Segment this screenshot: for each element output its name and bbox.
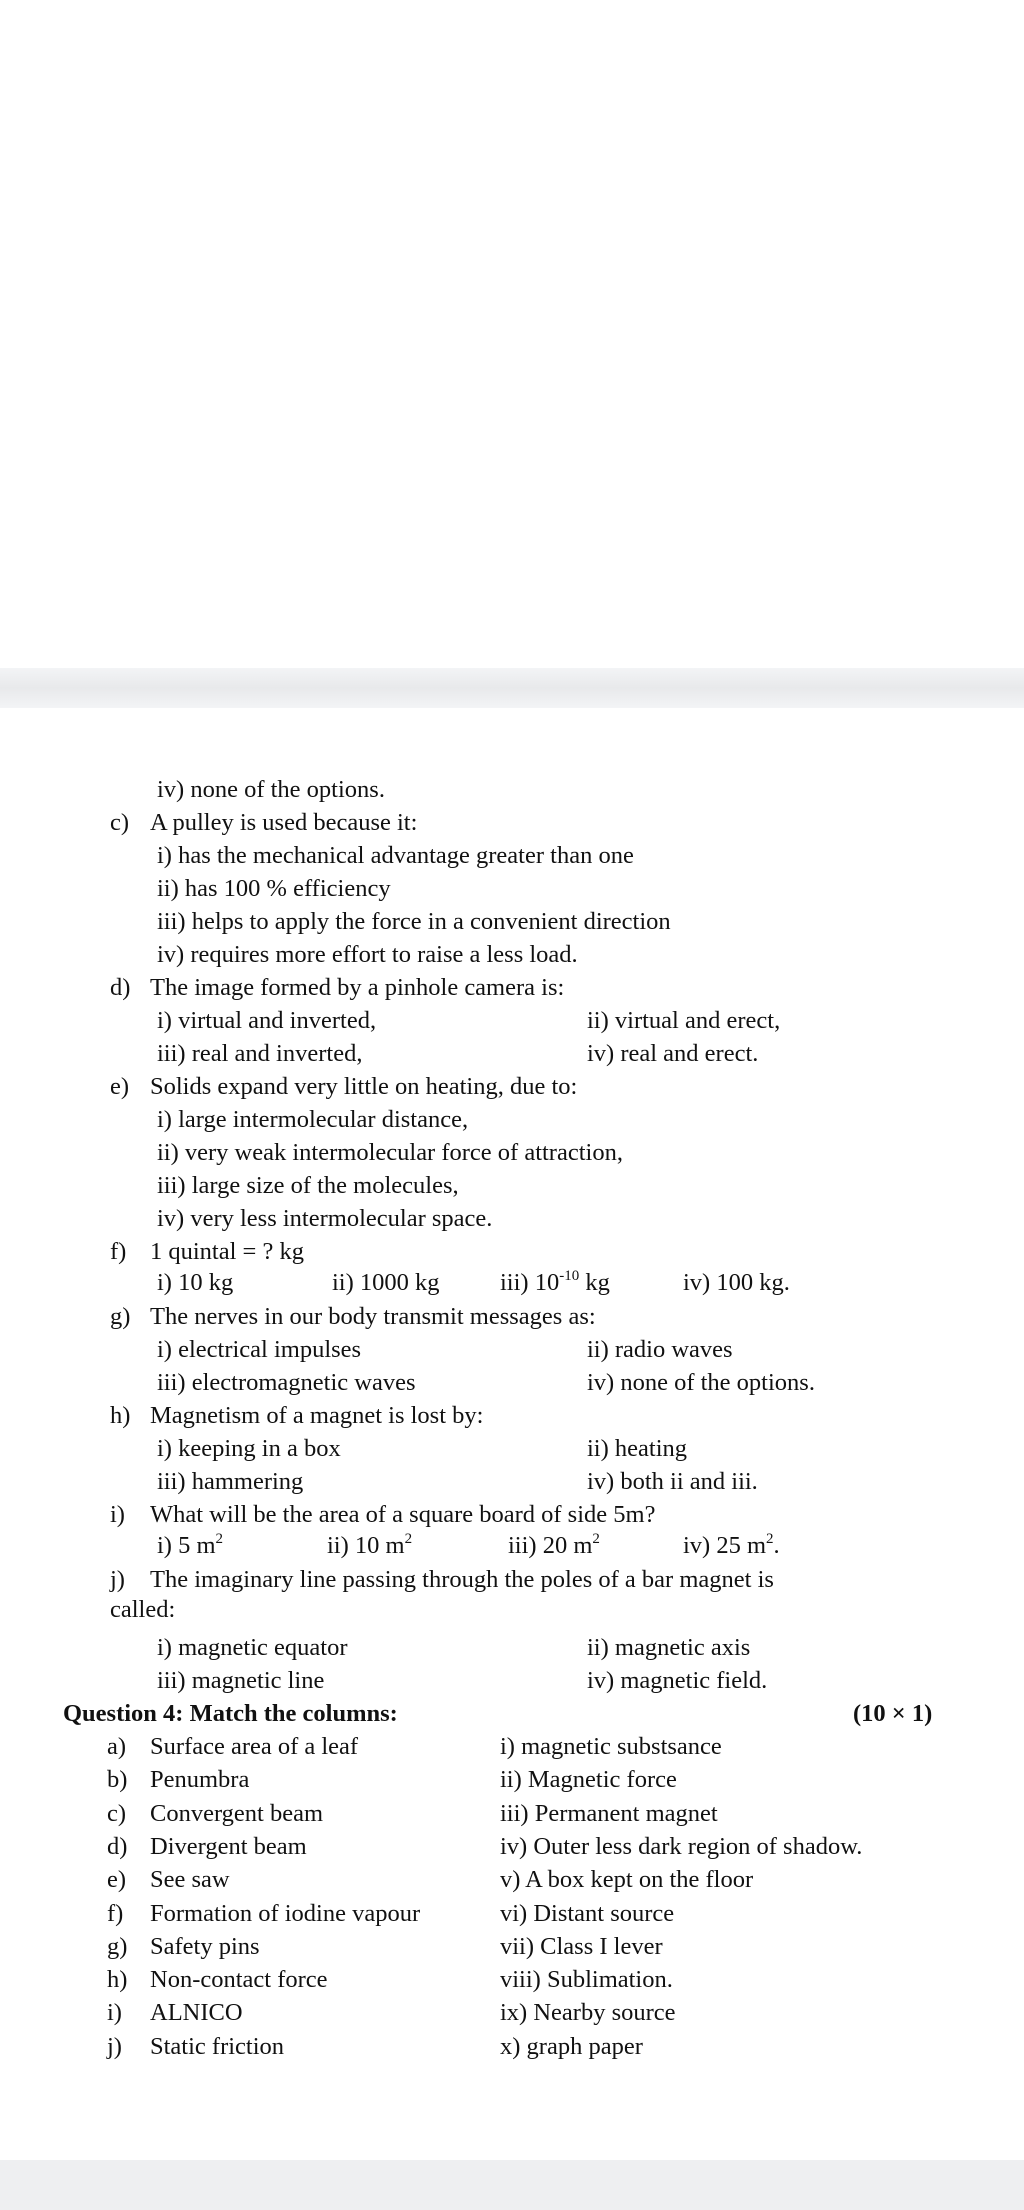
q4-right-item: vi) Distant source — [500, 1900, 675, 1927]
q3i-option-4: iv) 25 $m^2$. — [683, 1531, 780, 1559]
q4-title: Question 4: Match the columns: — [63, 1700, 398, 1727]
q4-left-item: Safety pins — [150, 1933, 260, 1960]
q3d-label: d) — [110, 974, 131, 1001]
q4-left-item: Divergent beam — [150, 1833, 307, 1860]
document-page — [0, 708, 1024, 2160]
q4-row-label: j) — [107, 2033, 122, 2060]
q3d-option-3: iii) real and inverted, — [157, 1040, 363, 1067]
q4-row-label: c) — [107, 1800, 127, 1827]
q3i-label: i) — [110, 1501, 125, 1528]
q4-row-label: f) — [107, 1900, 124, 1927]
q4-left-item: Formation of iodine vapour — [150, 1900, 421, 1927]
q4-row-label: a) — [107, 1733, 127, 1760]
q3g-option-4: iv) none of the options. — [587, 1369, 815, 1396]
q4-right-item: i) magnetic substsance — [500, 1733, 722, 1760]
q4-row-label: b) — [107, 1766, 128, 1793]
q3j-stem: The imaginary line passing through the poles of a bar magnet is — [150, 1566, 774, 1593]
q4-row-label: e) — [107, 1866, 127, 1893]
q3e-label: e) — [110, 1073, 130, 1100]
q3j-option-3: iii) magnetic line — [157, 1667, 325, 1694]
q3j-option-1: i) magnetic equator — [157, 1634, 348, 1661]
q3j-stem-continued: called: — [110, 1596, 176, 1623]
q3b-option-4: iv) none of the options. — [157, 776, 385, 803]
q3h-option-3: iii) hammering — [157, 1468, 304, 1495]
q3c-stem: A pulley is used because it: — [150, 809, 418, 836]
q3e-option-3: iii) large size of the molecules, — [157, 1172, 459, 1199]
q4-right-item: ix) Nearby source — [500, 1999, 676, 2026]
q3h-option-1: i) keeping in a box — [157, 1435, 341, 1462]
q3h-stem: Magnetism of a magnet is lost by: — [150, 1402, 484, 1429]
q4-row-label: h) — [107, 1966, 128, 1993]
q4-row-label: d) — [107, 1833, 128, 1860]
q3j-option-2: ii) magnetic axis — [587, 1634, 751, 1661]
q3f-option-2: ii) 1000 kg — [332, 1269, 440, 1296]
q3h-option-2: ii) heating — [587, 1435, 688, 1462]
q4-right-item: iii) Permanent magnet — [500, 1800, 718, 1827]
q3d-option-2: ii) virtual and erect, — [587, 1007, 781, 1034]
q3h-label: h) — [110, 1402, 131, 1429]
q3g-option-1: i) electrical impulses — [157, 1336, 362, 1363]
q3f-option-3: iii) $10^{-10}$ kg — [500, 1268, 610, 1296]
q3g-option-3: iii) electromagnetic waves — [157, 1369, 416, 1396]
q3g-label: g) — [110, 1303, 131, 1330]
q3f-option-1: i) 10 kg — [157, 1269, 234, 1296]
q3g-stem: The nerves in our body transmit messages as: — [150, 1303, 596, 1330]
q3i-option-1: i) 5 $m^2$ — [157, 1531, 224, 1559]
q3c-label: c) — [110, 809, 130, 836]
q3h-option-4: iv) both ii and iii. — [587, 1468, 758, 1495]
q3e-option-4: iv) very less intermolecular space. — [157, 1205, 493, 1232]
q3d-stem: The image formed by a pinhole camera is: — [150, 974, 565, 1001]
q4-left-item: Surface area of a leaf — [150, 1733, 359, 1760]
q4-row-label: i) — [107, 1999, 122, 2026]
q4-marks: (10 × 1) — [853, 1700, 933, 1727]
q3c-option-4: iv) requires more effort to raise a less load. — [157, 941, 578, 968]
q3i-stem: What will be the area of a square board of side 5m? — [150, 1501, 656, 1528]
q3c-option-2: ii) has 100 % efficiency — [157, 875, 391, 902]
q4-left-item: See saw — [150, 1866, 230, 1893]
q4-right-item: viii) Sublimation. — [500, 1966, 673, 1993]
q3g-option-2: ii) radio waves — [587, 1336, 733, 1363]
bottom-band — [0, 2160, 1024, 2210]
q3i-option-3: iii) 20 $m^2$ — [508, 1531, 600, 1559]
q4-right-item: x) graph paper — [500, 2033, 643, 2060]
q4-row-label: g) — [107, 1933, 128, 1960]
q3j-label: j) — [110, 1566, 125, 1593]
q3c-option-1: i) has the mechanical advantage greater than one — [157, 842, 634, 869]
q3d-option-4: iv) real and erect. — [587, 1040, 759, 1067]
q3f-label: f) — [110, 1238, 127, 1265]
q3i-option-2: ii) 10 $m^2$ — [327, 1531, 413, 1559]
q3e-option-1: i) large intermolecular distance, — [157, 1106, 469, 1133]
q3f-stem: 1 quintal = ? kg — [150, 1238, 304, 1265]
q4-right-item: ii) Magnetic force — [500, 1766, 677, 1793]
q4-left-item: ALNICO — [150, 1999, 243, 2026]
q3e-option-2: ii) very weak intermolecular force of attraction, — [157, 1139, 623, 1166]
page-separator — [0, 668, 1024, 708]
q4-left-item: Static friction — [150, 2033, 285, 2060]
q4-left-item: Convergent beam — [150, 1800, 324, 1827]
q4-right-item: vii) Class I lever — [500, 1933, 663, 1960]
q3e-stem: Solids expand very little on heating, due to: — [150, 1073, 578, 1100]
q3c-option-3: iii) helps to apply the force in a convenient direction — [157, 908, 671, 935]
q4-left-item: Non-contact force — [150, 1966, 328, 1993]
q3d-option-1: i) virtual and inverted, — [157, 1007, 377, 1034]
q3f-option-4: iv) 100 kg. — [683, 1269, 790, 1296]
q4-left-item: Penumbra — [150, 1766, 250, 1793]
q4-right-item: iv) Outer less dark region of shadow. — [500, 1833, 863, 1860]
q4-right-item: v) A box kept on the floor — [500, 1866, 754, 1893]
q3j-option-4: iv) magnetic field. — [587, 1667, 768, 1694]
